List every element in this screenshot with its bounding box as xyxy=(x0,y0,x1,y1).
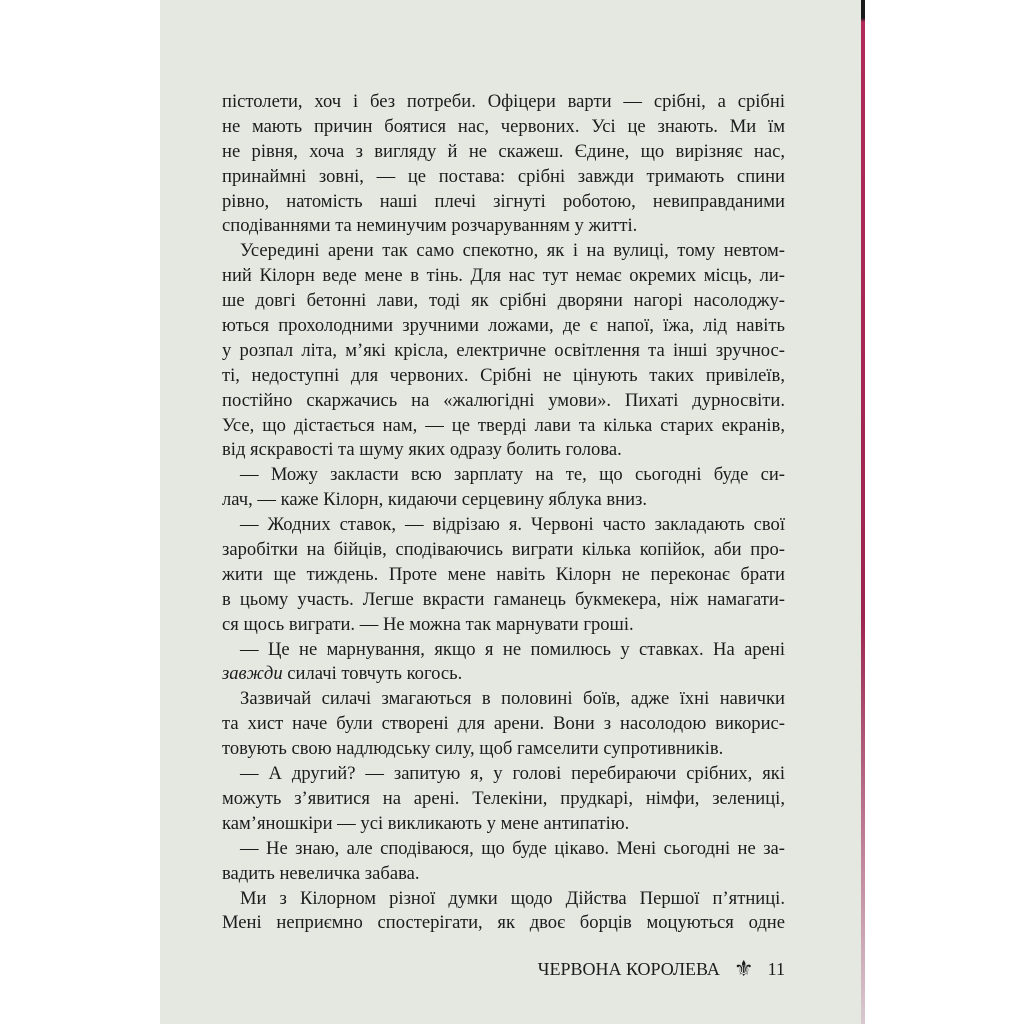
text-line: Ми з Кілорном різної думки щодо Дійства Першої п’ятниці. xyxy=(240,887,785,909)
text-line: лач, — каже Кілорн, кидаючи серцевину яблука вниз. xyxy=(222,489,648,511)
book-title: ЧЕРВОНА КОРОЛЕВА xyxy=(537,958,720,979)
text-line: Зазвичай силачі змагаються в половині боїв, адже їхні навички xyxy=(240,688,785,710)
text-line: ше довгі бетонні лави, тоді як срібні дворяни нагорі насолоджу- xyxy=(222,290,785,312)
fleur-de-lis-icon: ⚜ xyxy=(733,956,754,981)
text-line: кам’яношкіри — усі викликають у мене антипатію. xyxy=(222,812,630,834)
text-line: в цьому участь. Легше вкрасти гаманець букмекера, ніж намагати- xyxy=(222,588,785,610)
text-line: рівно, натомість наші плечі зігнуті роботою, невиправданими xyxy=(222,190,785,212)
text-fragment: силачі товчуть когось. xyxy=(282,663,463,685)
text-line: Усередині арени так само спекотно, як і на вулиці, тому невтом- xyxy=(240,240,785,262)
paragraph xyxy=(222,239,785,463)
text-line: заробітки на бійців, сподіваючись виграти кілька копійок, аби про- xyxy=(222,539,785,561)
text-line: постійно скаржачись на «жалюгідні умови». Пихаті дурносвіти. xyxy=(222,389,785,411)
text-line: сподіваннями та неминучим розчаруванням у житті. xyxy=(222,215,638,237)
text-line: — А другий? — запитую я, у голові перебираючи срібних, які xyxy=(240,763,785,785)
paragraph xyxy=(222,837,785,887)
text-line: не рівня, хоча з вигляду й не скажеш. Єдине, що вирізняє нас, xyxy=(222,140,785,162)
body-text xyxy=(222,90,785,936)
text-line: вадить невеличка забава. xyxy=(222,862,420,884)
paragraph xyxy=(222,762,785,837)
text-line: товують свою надлюдську силу, щоб гамселити супротивників. xyxy=(222,738,724,760)
paragraph xyxy=(222,887,785,937)
text-line: пістолети, хоч і без потреби. Офіцери варти — срібні, а срібні xyxy=(222,91,785,112)
text-line: Усе, що дістається нам, — це тверді лави та кілька старих екранів, xyxy=(222,414,785,436)
paragraph xyxy=(222,687,785,762)
text-line: Мені неприємно спостерігати, як двоє борців моцуються одне xyxy=(222,912,785,934)
text-line: та хист наче були створені для арени. Вони з насолодою викорис- xyxy=(222,713,785,735)
text-line: принаймні зовні, — це постава: срібні завжди тримають спини xyxy=(222,165,785,187)
text-line: — Це не марнування, якщо я не помилюсь у ставках. На арені xyxy=(240,638,785,660)
text-line: ються прохолодними зручними ложами, де є напої, їжа, лід навіть xyxy=(222,315,785,337)
text-line xyxy=(222,662,785,687)
paragraph xyxy=(222,463,785,513)
text-line: жити ще тиждень. Проте мене навіть Кілорн не переконає брати xyxy=(222,563,785,585)
text-line: ті, недоступні для червоних. Срібні не цінують таких привілеїв, xyxy=(222,364,785,386)
text-line: у розпал літа, м’які крісла, електричне освітлення та інші зручнос- xyxy=(222,339,785,361)
page-edge xyxy=(861,0,865,1024)
paragraph xyxy=(222,638,785,688)
text-line: — Не знаю, але сподіваюся, що буде цікаво. Мені сьогодні не за- xyxy=(240,837,785,859)
text-line: можуть з’явитися на арені. Телекіни, прудкарі, німфи, зелениці, xyxy=(222,787,785,809)
paragraph xyxy=(222,90,785,239)
text-line: не мають причин боятися нас, червоних. Усі це знають. Ми їм xyxy=(222,115,785,137)
page-number: 11 xyxy=(767,958,785,979)
text-line: від яскравості та шуму яких одразу болить голова. xyxy=(222,439,622,461)
running-footer xyxy=(440,958,785,980)
text-line: ний Кілорн веде мене в тінь. Для нас тут немає окремих місць, ли- xyxy=(222,265,785,287)
text-line: ся щось виграти. — Не можна так марнувати гроші. xyxy=(222,613,634,635)
text-line: — Можу закласти всю зарплату на те, що сьогодні буде си- xyxy=(240,464,785,486)
text-line: — Жодних ставок, — відрізаю я. Червоні часто закладають свої xyxy=(240,514,785,536)
paragraph xyxy=(222,513,785,637)
emphasis-text: завжди xyxy=(222,663,283,685)
